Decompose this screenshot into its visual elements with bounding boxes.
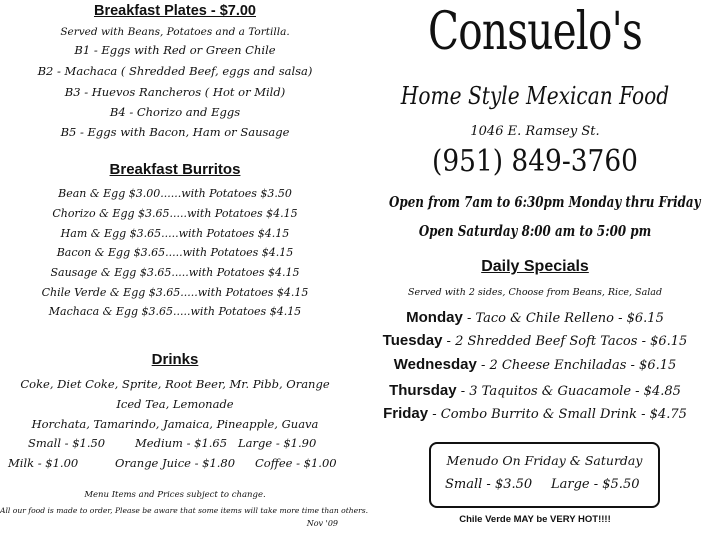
daily-specials-title: Daily Specials [481,258,589,275]
drinks-line: Iced Tea, Lemonade [116,397,234,411]
drinks-line: Horchata, Tamarindo, Jamaica, Pineapple, Guava [31,417,319,431]
menudo-title: Menudo On Friday & Saturday [446,453,643,468]
special-day: Thursday [389,382,457,399]
burrito-item: Chorizo & Egg $3.65.....with Potatoes $4.15 [52,207,298,220]
drink-orange-juice: Orange Juice - $1.80 [115,456,236,470]
special-day: Wednesday [393,356,477,373]
special-wednesday [357,356,713,373]
special-friday [357,405,713,422]
restaurant-tagline: Home Style Mexican Food [400,82,670,110]
daily-specials-note: Served with 2 sides, Choose from Beans, Rice, Salad [407,287,663,298]
special-thursday [357,382,713,399]
footer-note: Menu Items and Prices subject to change. [84,490,266,500]
restaurant-name: Consuelo's [427,2,643,62]
drink-large: Large - $1.90 [238,436,317,450]
plate-item: B2 - Machaca ( Shredded Beef, eggs and salsa) [37,64,313,78]
drink-coffee: Coffee - $1.00 [255,456,337,470]
menudo-box [429,442,660,508]
special-monday [357,309,713,326]
plate-item: B1 - Eggs with Red or Green Chile [74,43,276,57]
footer-date: Nov '09 [306,519,338,528]
restaurant-phone: (951) 849-3760 [432,144,638,179]
drink-milk: Milk - $1.00 [8,456,79,470]
plate-item: B4 - Chorizo and Eggs [109,105,241,119]
breakfast-plates-title: Breakfast Plates - $7.00 [93,3,256,19]
special-item: - Combo Burrito & Small Drink - $4.75 [428,407,687,422]
special-item: - 2 Shredded Beef Soft Tacos - $6.15 [442,334,688,349]
special-tuesday [357,332,713,349]
special-day: Friday [383,405,429,422]
drinks-line: Coke, Diet Coke, Sprite, Root Beer, Mr. Pibb, Orange [20,377,330,391]
chile-verde-warning: Chile Verde MAY be VERY HOT!!!! [459,514,611,525]
drink-medium: Medium - $1.65 [135,436,228,450]
footer-note: All our food is made to order, Please be aware that some items will take more time than others. [0,506,369,515]
right-column [357,0,713,535]
special-item: - 2 Cheese Enchiladas - $6.15 [476,358,677,373]
hours-saturday: Open Saturday 8:00 am to 5:00 pm [418,223,652,240]
menudo-small: Small - $3.50 [445,477,533,492]
drink-small: Small - $1.50 [28,436,106,450]
drinks-title: Drinks [151,351,199,368]
restaurant-address: 1046 E. Ramsey St. [470,124,600,139]
breakfast-plates-note: Served with Beans, Potatoes and a Tortilla. [60,26,290,38]
burrito-item: Chile Verde & Egg $3.65.....with Potatoes $4.15 [41,286,309,299]
burrito-item: Sausage & Egg $3.65.....with Potatoes $4.15 [50,266,300,279]
special-item: - 3 Taquitos & Guacamole - $4.85 [456,384,681,399]
special-day: Monday [406,309,463,326]
burrito-item: Machaca & Egg $3.65.....with Potatoes $4.15 [48,305,302,318]
burrito-item: Bean & Egg $3.00......with Potatoes $3.50 [58,187,292,200]
burrito-item: Ham & Egg $3.65.....with Potatoes $4.15 [60,227,290,240]
plate-item: B5 - Eggs with Bacon, Ham or Sausage [60,125,290,139]
breakfast-burritos-title: Breakfast Burritos [109,161,241,178]
burrito-item: Bacon & Egg $3.65.....with Potatoes $4.15 [56,246,294,259]
hours-weekday: Open from 7am to 6:30pm Monday thru Friday [389,194,701,211]
menudo-large: Large - $5.50 [551,477,640,492]
plate-item: B3 - Huevos Rancheros ( Hot or Mild) [64,85,286,99]
special-day: Tuesday [382,332,443,349]
special-item: - Taco & Chile Relleno - $6.15 [462,311,664,326]
